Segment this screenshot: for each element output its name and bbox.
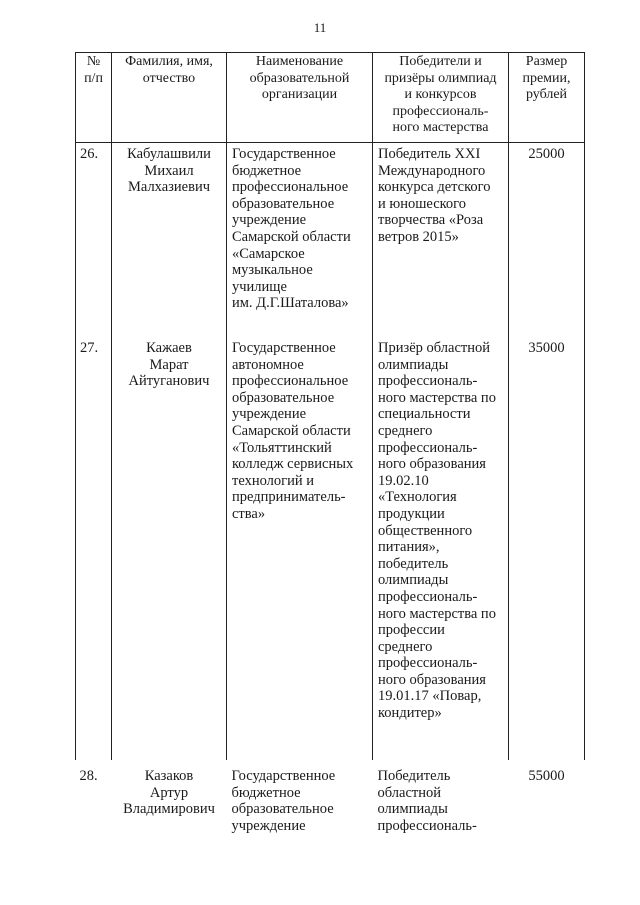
row-full-name: Казаков Артур Владимирович xyxy=(123,768,215,818)
row-winners: Победитель XXI Международного конкурса детского и юношеского творчества «Роза ветров 2015» xyxy=(373,143,509,336)
header-organization: Наименование образовательной организации xyxy=(227,53,373,143)
row-organization: Государственное автономное профессиональное образовательное учреждение Самарской области «Тольяттинский колледж сервисных технологий и предприниматель- ства» xyxy=(227,335,373,760)
row-organization: Государственное бюджетное образовательное учреждение xyxy=(231,768,336,834)
row-full-name: Кабулашвили Михаил Малхазиевич xyxy=(112,143,227,336)
table-body xyxy=(76,143,585,839)
row-number: 28. xyxy=(79,768,98,784)
row-prize: 35000 xyxy=(509,335,585,760)
table-row xyxy=(76,760,585,838)
row-winners: Призёр областной олимпиады профессиональ- ного мастерства по специальности среднего профессиональ- ного образования 19.02.10 «Технология продукции общественного питания», победитель олимпиады профессиональ- ного мастерства по профессии среднего профессиональ- ного образования 19.01.17 «Повар, кондитер» xyxy=(373,335,509,760)
table-header xyxy=(76,53,585,143)
row-prize: 25000 xyxy=(509,143,585,336)
table-row xyxy=(76,143,585,336)
table-row xyxy=(76,335,585,760)
header-row xyxy=(76,53,585,143)
row-number: 27. xyxy=(76,335,112,760)
row-organization: Государственное бюджетное профессиональное образовательное учреждение Самарской области «Самарское музыкальное училище им. Д.Г.Шаталова» xyxy=(227,143,373,336)
row-prize: 55000 xyxy=(528,768,565,784)
header-full-name: Фамилия, имя, отчество xyxy=(112,53,227,143)
row-number: 26. xyxy=(76,143,112,336)
header-prize: Размер премии, рублей xyxy=(509,53,585,143)
header-winners: Победители и призёры олимпиад и конкурсов профессиональ- ного мастерства xyxy=(373,53,509,143)
header-number: № п/п xyxy=(76,53,112,143)
awards-table xyxy=(75,52,585,838)
row-winners: Победитель областной олимпиады профессиональ- xyxy=(377,768,477,834)
page-number: 11 xyxy=(313,20,327,35)
row-full-name: Кажаев Марат Айтуганович xyxy=(112,335,227,760)
awards-table-container xyxy=(75,52,584,838)
